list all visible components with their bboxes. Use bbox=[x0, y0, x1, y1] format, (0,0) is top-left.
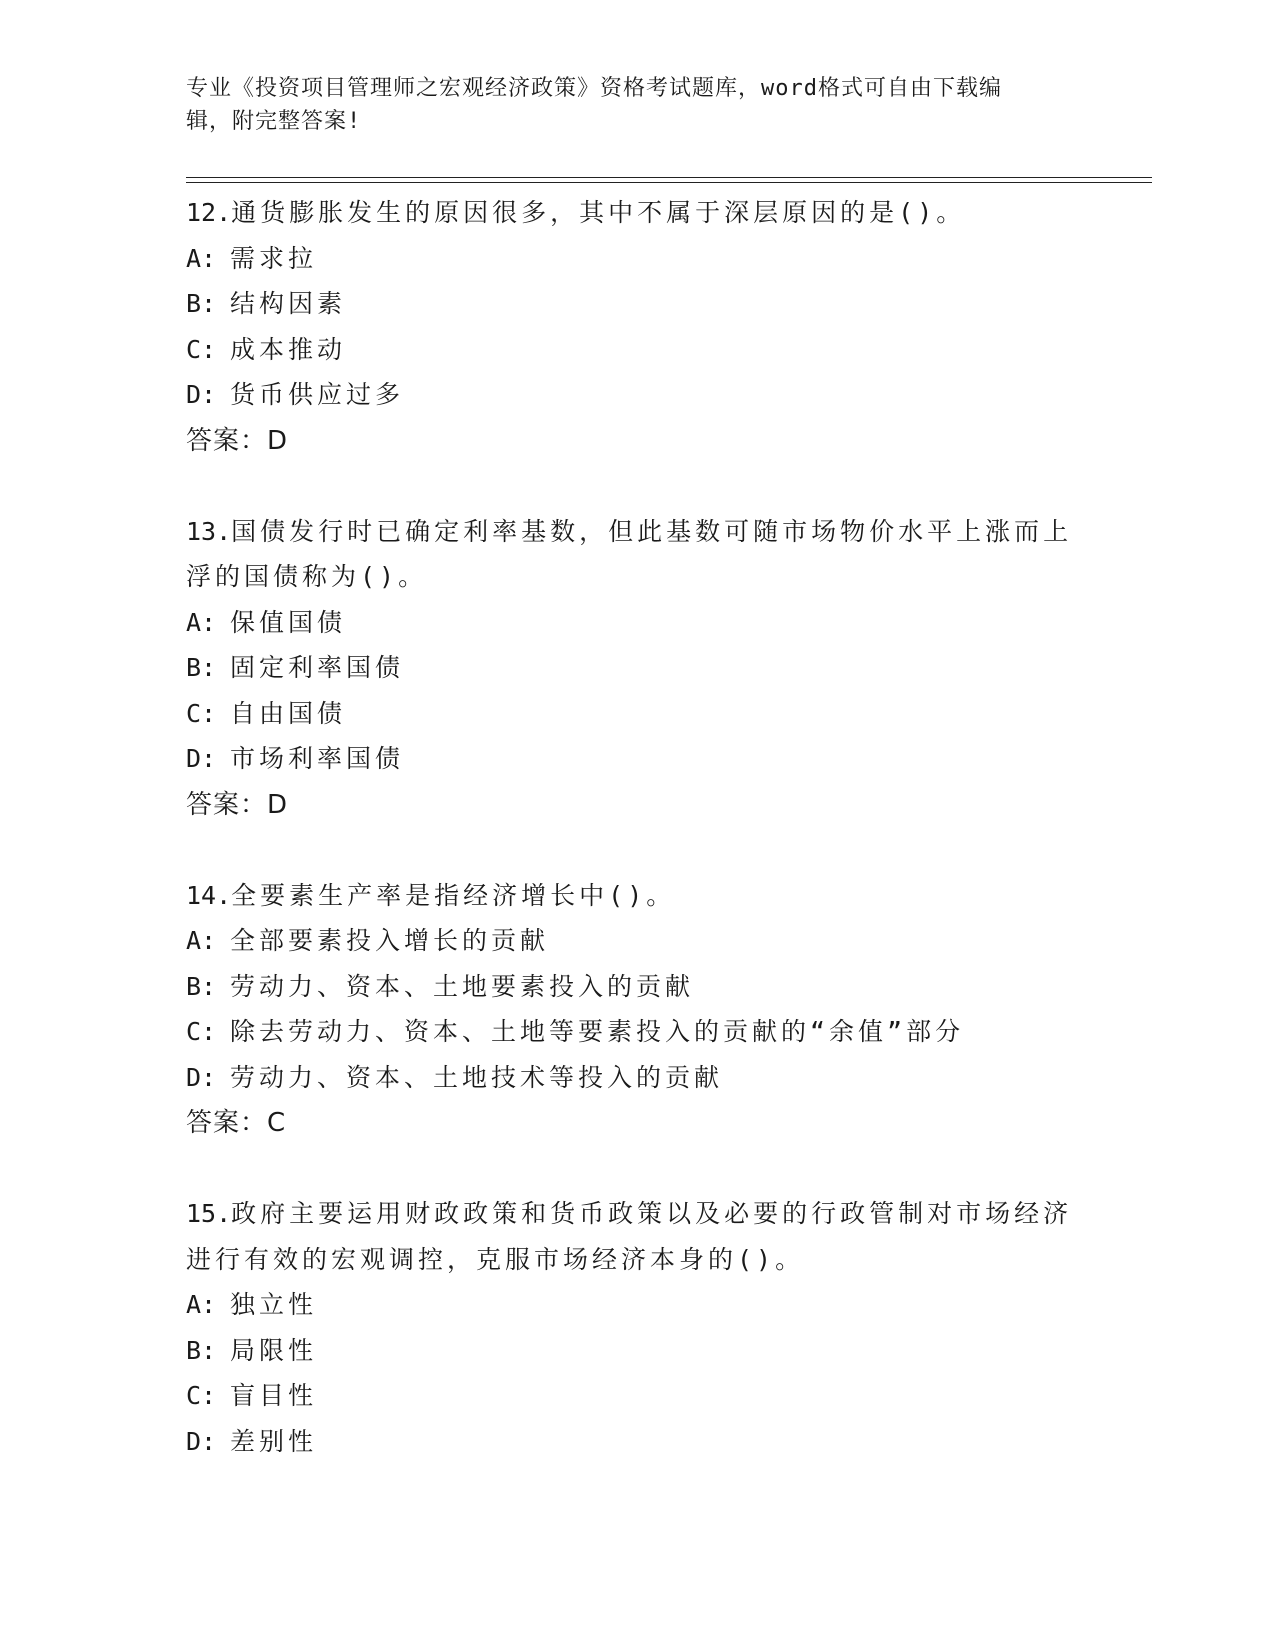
option-letter: A: bbox=[186, 243, 217, 273]
option-b bbox=[186, 1328, 1086, 1374]
option-b bbox=[186, 645, 1086, 691]
option-text: 固定利率国债 bbox=[230, 653, 405, 682]
option-letter: B: bbox=[186, 1335, 217, 1365]
document-header bbox=[186, 72, 1066, 138]
option-d bbox=[186, 736, 1086, 782]
question-15 bbox=[186, 1191, 1086, 1464]
option-d bbox=[186, 1419, 1086, 1465]
option-c bbox=[186, 691, 1086, 737]
question-stem bbox=[186, 873, 1086, 919]
question-list bbox=[186, 190, 1086, 1464]
option-letter: D: bbox=[186, 1426, 217, 1456]
option-text: 劳动力、资本、土地要素投入的贡献 bbox=[230, 971, 695, 1001]
question-text: 国债发行时已确定利率基数，但此基数可随市场物价水平上涨而上 bbox=[231, 516, 1073, 546]
option-letter: D: bbox=[186, 380, 217, 409]
option-d bbox=[186, 372, 1086, 418]
answer-line: 答案：D bbox=[186, 425, 289, 456]
header-divider-top bbox=[186, 177, 1152, 178]
question-stem-continued: 浮的国债称为()。 bbox=[186, 562, 428, 591]
option-text: 成本推动 bbox=[230, 334, 347, 364]
option-text: 保值国债 bbox=[230, 607, 347, 637]
question-14 bbox=[186, 873, 1086, 1147]
header-line-1: 专业《投资项目管理师之宏观经济政策》资格考试题库，word格式可自由下载编 bbox=[186, 76, 1002, 101]
option-c bbox=[186, 1009, 1086, 1055]
option-letter: A: bbox=[186, 926, 217, 955]
answer-line: 答案：D bbox=[186, 789, 289, 820]
option-c bbox=[186, 1373, 1086, 1419]
option-d bbox=[186, 1055, 1086, 1101]
option-text: 局限性 bbox=[230, 1335, 318, 1365]
answer-line: 答案：C bbox=[186, 1108, 287, 1138]
question-number: 12. bbox=[186, 198, 232, 227]
question-text: 全要素生产率是指经济增长中()。 bbox=[231, 880, 676, 910]
option-letter: B: bbox=[186, 289, 217, 318]
option-a bbox=[186, 1282, 1086, 1328]
question-stem-continued: 进行有效的宏观调控，克服市场经济本身的()。 bbox=[186, 1244, 805, 1274]
option-letter: A: bbox=[186, 1290, 217, 1319]
question-12 bbox=[186, 190, 1086, 464]
question-stem bbox=[186, 190, 1086, 236]
option-b bbox=[186, 964, 1086, 1010]
option-letter: C: bbox=[186, 1381, 217, 1410]
option-text: 全部要素投入增长的贡献 bbox=[230, 926, 550, 955]
question-stem bbox=[186, 509, 1086, 555]
option-letter: D: bbox=[186, 744, 217, 773]
option-letter: B: bbox=[186, 971, 217, 1001]
option-text: 盲目性 bbox=[230, 1381, 318, 1410]
option-text: 结构因素 bbox=[230, 289, 347, 318]
option-text: 差别性 bbox=[230, 1426, 318, 1456]
option-text: 市场利率国债 bbox=[230, 744, 405, 773]
option-letter: C: bbox=[186, 1017, 217, 1046]
option-text: 独立性 bbox=[230, 1290, 318, 1319]
question-number: 14. bbox=[186, 880, 232, 910]
question-text: 通货膨胀发生的原因很多，其中不属于深层原因的是()。 bbox=[231, 198, 966, 227]
header-line-2: 辑，附完整答案! bbox=[186, 109, 362, 134]
option-c bbox=[186, 327, 1086, 373]
question-13 bbox=[186, 509, 1086, 828]
option-letter: A: bbox=[186, 607, 217, 637]
question-stem bbox=[186, 1191, 1086, 1237]
header-divider-bottom bbox=[186, 182, 1152, 183]
option-text: 货币供应过多 bbox=[230, 380, 405, 409]
option-a bbox=[186, 918, 1086, 964]
question-number: 13. bbox=[186, 516, 232, 546]
option-b bbox=[186, 281, 1086, 327]
option-text: 劳动力、资本、土地技术等投入的贡献 bbox=[230, 1062, 724, 1092]
option-a bbox=[186, 600, 1086, 646]
question-number: 15. bbox=[186, 1199, 232, 1228]
option-text: 除去劳动力、资本、土地等要素投入的贡献的“余值”部分 bbox=[230, 1017, 965, 1046]
option-letter: C: bbox=[186, 698, 217, 728]
option-letter: C: bbox=[186, 334, 217, 364]
option-letter: D: bbox=[186, 1062, 217, 1092]
option-letter: B: bbox=[186, 653, 217, 682]
option-text: 需求拉 bbox=[230, 243, 318, 273]
question-text: 政府主要运用财政政策和货币政策以及必要的行政管制对市场经济 bbox=[231, 1199, 1073, 1228]
option-text: 自由国债 bbox=[230, 698, 347, 728]
option-a bbox=[186, 236, 1086, 282]
